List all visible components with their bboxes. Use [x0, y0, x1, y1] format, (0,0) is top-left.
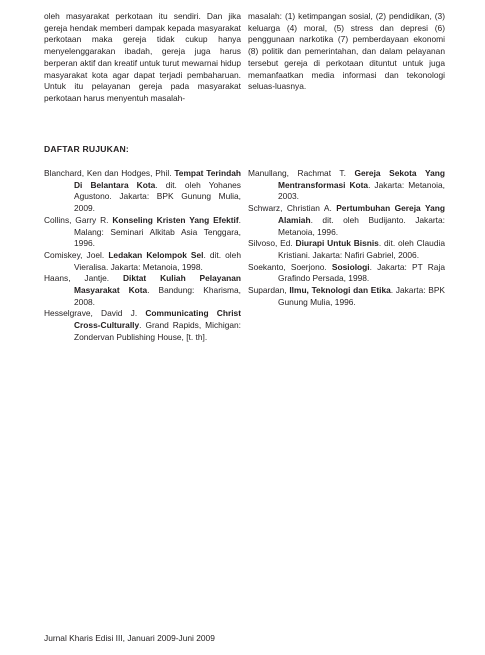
reference-author: Comiskey, Joel.	[44, 249, 109, 260]
reference-title: Pertumbuhan Gereja Yang Alamiah	[278, 203, 445, 225]
reference-publication: . dit. oleh Budijanto. Jakarta: Metanoia, 1996.	[278, 214, 445, 237]
reference-author: Silvoso, Ed.	[248, 238, 296, 249]
reference-item	[44, 250, 241, 273]
reference-author: Collins, Garry R.	[44, 214, 113, 225]
body-column-left	[44, 11, 241, 105]
reference-author: Soekanto, Soerjono.	[248, 261, 332, 272]
reference-publication: . Bandung: Kharisma, 2008.	[74, 285, 241, 307]
reference-title: Diktat Kuliah Pelayanan Masyarakat Kota	[74, 273, 241, 296]
reference-item	[44, 273, 241, 308]
page-footer: Jurnal Kharis Edisi III, Januari 2009-Juni 2009	[44, 633, 215, 643]
reference-title: Sosiologi	[331, 261, 370, 272]
reference-title: Ilmu, Teknologi dan Etika	[289, 285, 391, 296]
reference-item	[44, 168, 241, 215]
reference-author: Haans, Jantje.	[44, 273, 123, 284]
reference-publication: . Malang: Seminari Alkitab Asia Tenggara, 1996.	[74, 214, 241, 249]
reference-item	[248, 168, 445, 203]
reference-title: Gereja Sekota Yang Mentransformasi Kota	[278, 168, 445, 190]
reference-publication: . dit. oleh Yohanes Agustono. Jakarta: BPK Gunung Mulia, 2009.	[74, 179, 241, 214]
reference-publication: . Jakarta: Metanoia, 2003.	[278, 179, 445, 202]
reference-publication: . Grand Rapids, Michigan: Zondervan Publishing House, [t. th].	[74, 320, 241, 342]
reference-author: Schwarz, Christian A.	[248, 203, 337, 214]
reference-item	[44, 308, 241, 343]
reference-item	[44, 215, 241, 250]
reference-title: Ledakan Kelompok Sel	[108, 249, 204, 260]
body-paragraph-right: masalah: (1) ketimpangan sosial, (2) pendidikan, (3) keluarga (4) moral, (5) stress dan depresi (6) penggunaan narkotika (7) pemberdayaan ekonomi (8) politik dan pemerintahan, dan dalam pelayanan tersebut gereja di perkotaan dituntut untuk juga memanfaatkan media informasi dan tekonologi seluas-luasnya.	[248, 11, 445, 92]
reference-item	[248, 285, 445, 308]
body-paragraph-left: oleh masyarakat perkotaan itu sendiri. Dan jika gereja hendak memberi dampak kepada masyarakat perkotaan maka gereja tidak cukup hanya menyelenggarakan ibadah, gereja juga harus berperan aktif dan kreatif untuk turut mewarnai hidup masyarakat kota agar dapat terjadi pembaharuan. Untuk itu pelayanan gereja pada masyarakat perkotaan harus menyentuh masalah-	[44, 11, 241, 103]
references-list-left	[44, 168, 241, 344]
reference-author: Manullang, Rachmat T.	[248, 168, 355, 178]
reference-author: Blanchard, Ken dan Hodges, Phil.	[44, 168, 175, 178]
reference-title: Communicating Christ Cross-Culturally	[74, 308, 241, 331]
reference-publication: . Jakarta: BPK Gunung Mulia, 1996.	[278, 285, 446, 307]
reference-title: Tempat Terindah Di Belantara Kota	[74, 168, 241, 190]
references-list-right	[248, 168, 445, 308]
reference-publication: . Jakarta: PT Raja Grafindo Persada, 1998.	[278, 261, 445, 284]
body-column-right	[248, 11, 445, 93]
reference-title: Diurapi Untuk Bisnis	[295, 238, 379, 249]
reference-item	[248, 203, 445, 238]
reference-author: Supardan,	[248, 285, 290, 296]
reference-author: Hesselgrave, David J.	[44, 308, 146, 319]
reference-item	[248, 238, 445, 261]
reference-publication: . dit. oleh Claudia Kristiani. Jakarta: Nafiri Gabriel, 2006.	[278, 238, 445, 260]
reference-publication: . dit. oleh Vieralisa. Jakarta: Metanoia, 1998.	[74, 249, 241, 272]
references-heading: DAFTAR RUJUKAN:	[44, 144, 129, 154]
reference-item	[248, 262, 445, 285]
reference-title: Konseling Kristen Yang Efektif	[112, 214, 239, 225]
